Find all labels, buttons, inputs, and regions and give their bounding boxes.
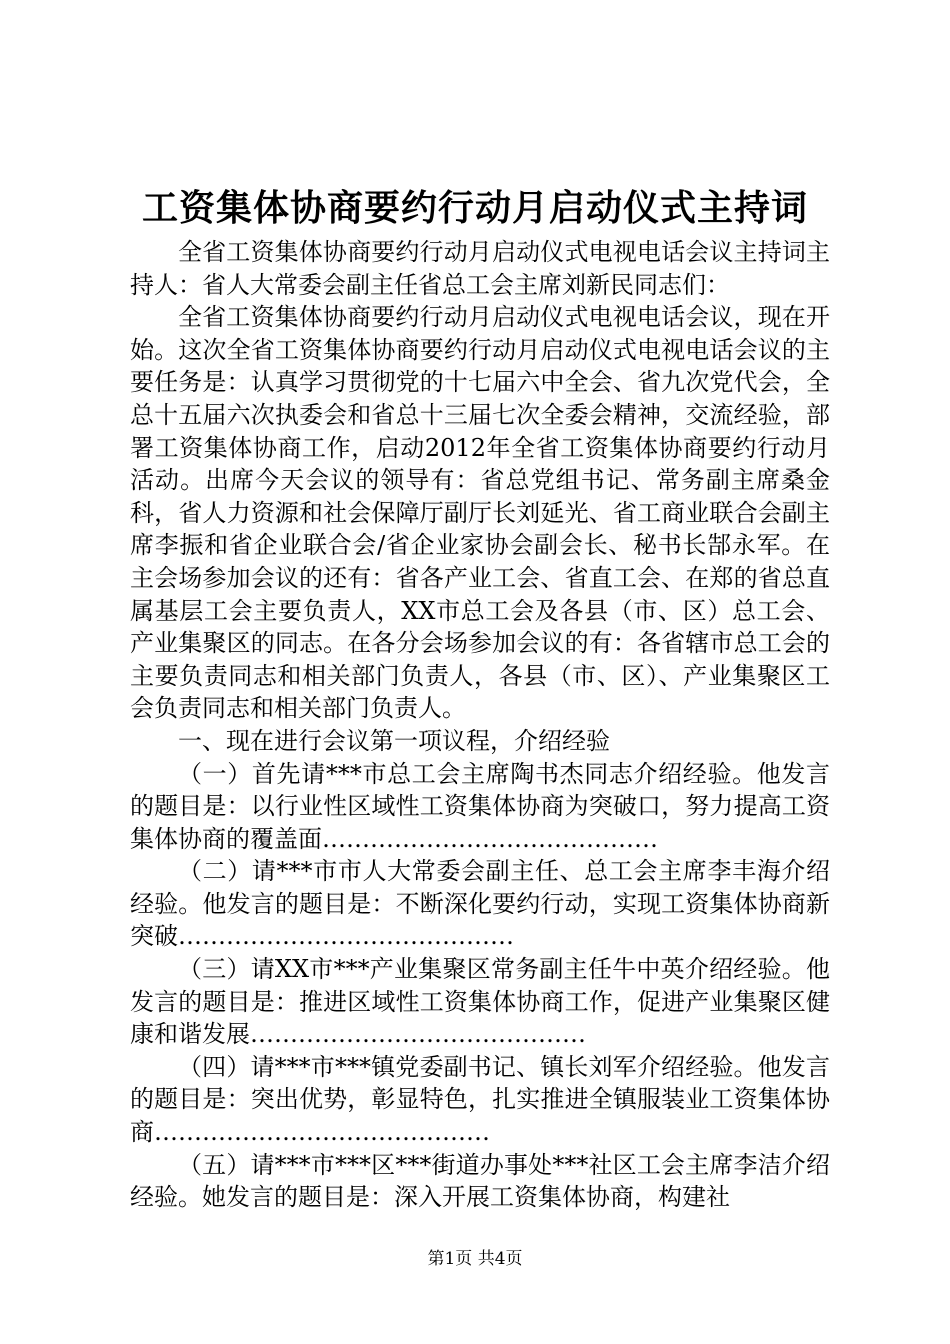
paragraph-agenda-1: 一、现在进行会议第一项议程，介绍经验: [178, 726, 610, 755]
paragraph-speaker-2: （二）请***市市人大常委会副主任、总工会主席李丰海介绍经验。他发言的题目是：不断深化要约行动，实现工资集体协商新突破……………………………………: [130, 857, 830, 951]
page-number-footer: 第1页 共4页: [427, 1249, 523, 1269]
paragraph-speaker-3: （三）请XX市***产业集聚区常务副主任牛中英介绍经验。他发言的题目是：推进区域性工资集体协商工作，促进产业集聚区健康和谐发展……………………………………: [130, 955, 830, 1049]
paragraph-intro: 全省工资集体协商要约行动月启动仪式电视电话会议主持词主持人：省人大常委会副主任省总工会主席刘新民同志们：: [130, 238, 830, 299]
document-body: [130, 236, 830, 1214]
paragraph-speaker-5: （五）请***市***区***街道办事处***社区工会主席李洁介绍经验。她发言的题目是：深入开展工资集体协商，构建社: [130, 1150, 830, 1212]
paragraph-speaker-1: （一）首先请***市总工会主席陶书杰同志介绍经验。他发言的题目是：以行业性区域性工资集体协商为突破口，努力提高工资集体协商的覆盖面……………………………………: [130, 759, 830, 853]
paragraph-speaker-4: （四）请***市***镇党委副书记、镇长刘军介绍经验。他发言的题目是：突出优势，彰显特色，扎实推进全镇服装业工资集体协商……………………………………: [130, 1052, 830, 1147]
document-title: 工资集体协商要约行动月启动仪式主持词: [141, 187, 808, 229]
paragraph-opening: 全省工资集体协商要约行动月启动仪式电视电话会议，现在开始。这次全省工资集体协商要约行动月启动仪式电视电话会议的主要任务是：认真学习贯彻党的十七届六中全会、省九次党代会，全总十五届六次执委会和省总十三届七次全委会精神，交流经验，部署工资集体协商工作，启动2012年全省工资集体协商要约行动月活动。出席今天会议的领导有：省总党组书记、常务副主席桑金科，省人力资源和社会保障厅副厅长刘延光、省工商业联合会副主席李振和省企业联合会/省企业家协会副会长、秘书长郜永军。在主会场参加会议的还有：省各产业工会、省直工会、在郑的省总直属基层工会主要负责人，XX市总工会及各县（市、区）总工会、产业集聚区的同志。在各分会场参加会议的有：各省辖市总工会的主要负责同志和相关部门负责人，各县（市、区）、产业集聚区工会负责同志和相关部门负责人。: [130, 303, 830, 723]
